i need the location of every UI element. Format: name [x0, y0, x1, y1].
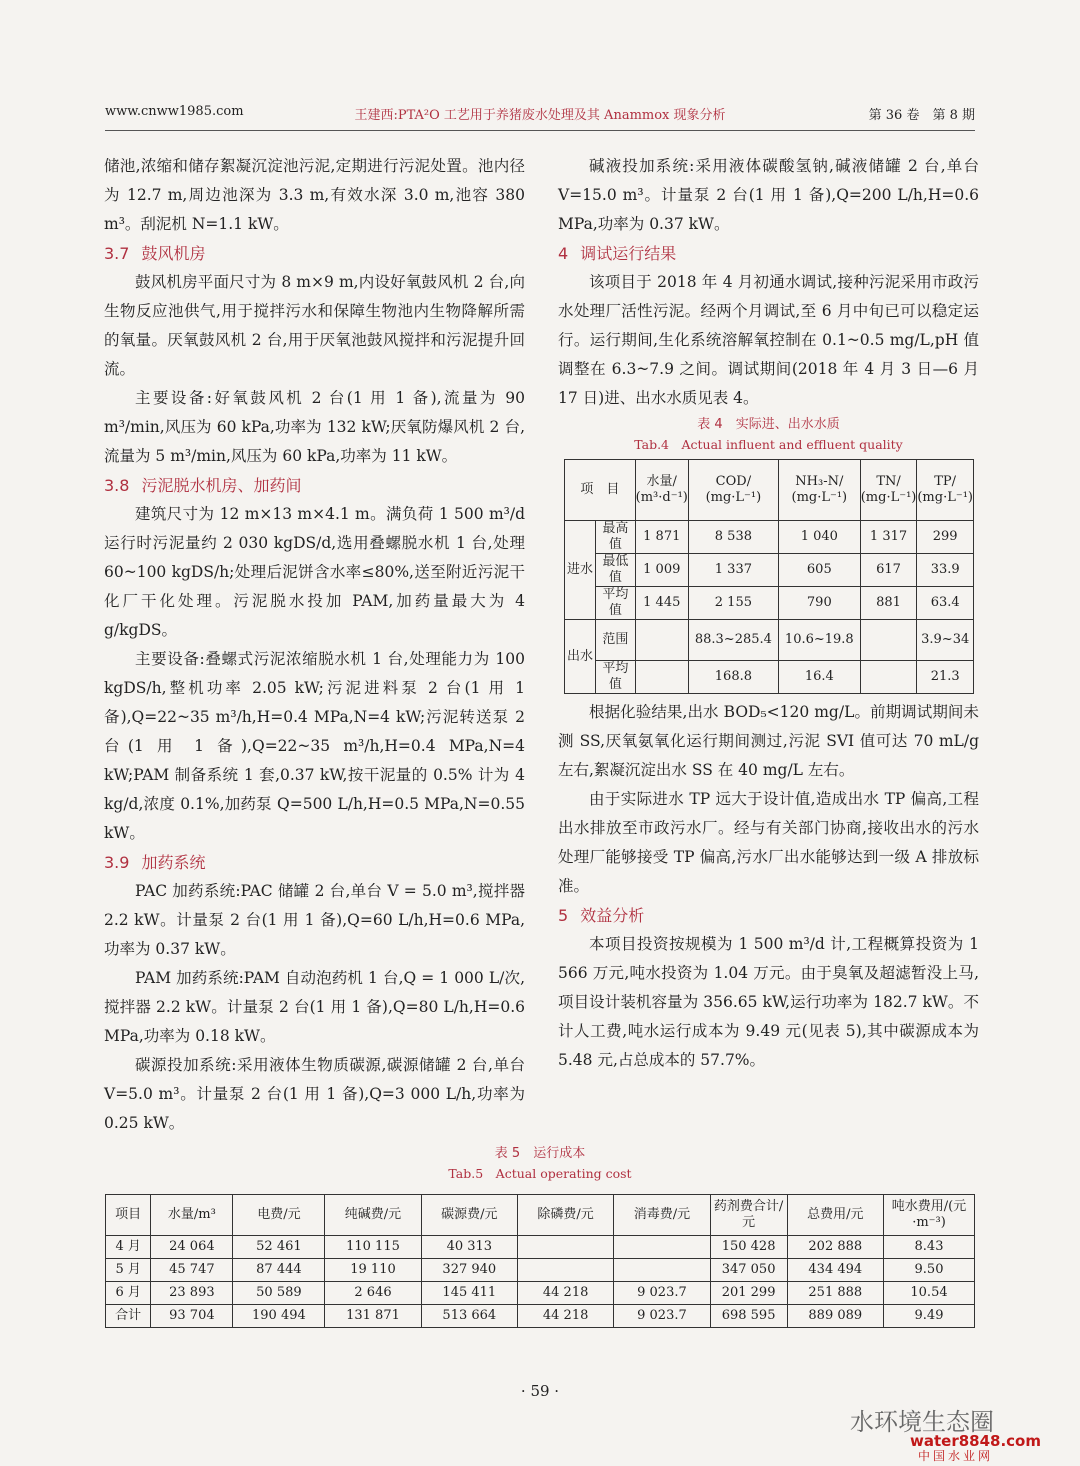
section-heading-3-9: 3.9 加药系统 [104, 853, 206, 872]
table-row: 5 月 45 747 87 444 19 110 327 940 347 050 434 494 9.50 [106, 1259, 975, 1282]
table-row: 6 月 23 893 50 589 2 646 145 411 44 218 9 023.7 201 299 251 888 10.54 [106, 1282, 975, 1305]
table-row: 合计 93 704 190 494 131 871 513 664 44 218 9 023.7 698 595 889 089 9.49 [106, 1305, 975, 1328]
left-column [104, 152, 525, 1138]
table-row: 最低值 1 009 1 337 605 617 33.9 [565, 554, 974, 587]
paragraph: 储池,浓缩和储存絮凝沉淀池污泥,定期进行污泥处置。池内径为 12.7 m,周边池深为 3.3 m,有效水深 3.0 m,池容 380 m³。刮泥机 N=1.1 kW。 [104, 157, 525, 233]
page-header [105, 104, 975, 126]
section-heading-5: 5 效益分析 [558, 906, 645, 925]
table4-caption: 表 4 实际进、出水水质 Tab.4 Actual influent and effluent quality [634, 417, 903, 452]
section-heading-3-8: 3.8 污泥脱水机房、加药间 [104, 476, 302, 495]
paragraph: 碳源投加系统:采用液体生物质碳源,碳源储罐 2 台,单台 V=5.0 m³。计量泵 2 台(1 用 1 备),Q=3 000 L/h,功率为 0.25 kW。 [104, 1056, 525, 1132]
table-row: 平均值 1 445 2 155 790 881 63.4 [565, 587, 974, 620]
section-heading-3-7: 3.7 鼓风机房 [104, 244, 206, 263]
t4-header-tn: TN/ (mg·L⁻¹) [860, 460, 917, 521]
paragraph: 碱液投加系统:采用液体碳酸氢钠,碱液储罐 2 台,单台 V=15.0 m³。计量泵 2 台(1 用 1 备),Q=200 L/h,H=0.6 MPa,功率为 0.37 kW。 [558, 157, 979, 233]
table4 [564, 459, 974, 694]
paragraph: 鼓风机房平面尺寸为 8 m×9 m,内设好氧鼓风机 2 台,向生物反应池供气,用于搅拌污水和保障生物池内生物降解所需的氧量。厌氧鼓风机 2 台,用于厌氧池鼓风搅拌和污泥提升回流。 [104, 273, 525, 378]
table-row: 进水 最高值 1 871 8 538 1 040 1 317 299 [565, 521, 974, 554]
right-column [558, 152, 979, 1075]
paragraph: 由于实际进水 TP 远大于设计值,造成出水 TP 偏高,工程出水排放至市政污水厂。经与有关部门协商,接收出水的污水处理厂能够接受 TP 偏高,污水厂出水能够达到一级 A 排放标准。 [558, 790, 979, 895]
table-row: 平均值 168.8 16.4 21.3 [565, 661, 974, 694]
t4-header-nh3: NH₃-N/ (mg·L⁻¹) [778, 460, 860, 521]
t4-header-item: 项 目 [565, 460, 636, 521]
t4-header-cod: COD/ (mg·L⁻¹) [688, 460, 778, 521]
table5-caption: 表 5 运行成本 Tab.5 Actual operating cost [448, 1146, 632, 1181]
t4-group-in: 进水 [565, 521, 596, 620]
t4-group-out: 出水 [565, 620, 596, 694]
watermark-logo: water8848.com [910, 1432, 1041, 1450]
table-row: 4 月 24 064 52 461 110 115 40 313 150 428 202 888 8.43 [106, 1236, 975, 1259]
paragraph: 建筑尺寸为 12 m×13 m×4.1 m。满负荷 1 500 m³/d 运行时污泥量约 2 030 kgDS/d,选用叠螺脱水机 1 台,处理 60~100 kgDS/h;处理后泥饼含水率≤80%,送至附近污泥干化厂干化处理。污泥脱水投加 PAM,加药量最大为 4 g/kgDS。 [104, 505, 525, 639]
t4-header-tp: TP/ (mg·L⁻¹) [917, 460, 974, 521]
page-number: · 59 · [520, 1382, 560, 1400]
header-rule [105, 130, 975, 131]
paragraph: PAC 加药系统:PAC 储罐 2 台,单台 V = 5.0 m³,搅拌器 2.2 kW。计量泵 2 台(1 用 1 备),Q=60 L/h,H=0.6 MPa,功率为 0.37 kW。 [104, 882, 525, 958]
running-title: 王建西:PTA²O 工艺用于养猪废水处理及其 Anammox 现象分析 [354, 108, 726, 123]
section-heading-4: 4 调试运行结果 [558, 244, 677, 263]
table5 [105, 1194, 975, 1328]
paragraph: 主要设备:叠螺式污泥浓缩脱水机 1 台,处理能力为 100 kgDS/h,整机功率 2.05 kW;污泥进料泵 2 台(1 用 1 备),Q=22~35 m³/h,H=0.4 MPa,N=4 kW;污泥转送泵 2 台(1 用 1 备),Q=22~35 m³/h,H=0.4 MPa,N=4 kW;PAM 制备系统 1 套,0.37 kW,按干泥量的 0.5% 计为 4 kg/d,浓度 0.1%,加药泵 Q=500 L/h,H=0.5 MPa,N=0.55 kW。 [104, 650, 525, 842]
watermark-cn: 中国水业网 [918, 1449, 994, 1463]
table-row: 出水 范围 88.3~285.4 10.6~19.8 3.9~34 [565, 620, 974, 661]
watermark-text: 水环境生态圈 [850, 1408, 994, 1436]
paragraph: PAM 加药系统:PAM 自动泡药机 1 台,Q = 1 000 L/次,搅拌器 2.2 kW。计量泵 2 台(1 用 1 备),Q=80 L/h,H=0.6 MPa,功率为 0.18 kW。 [104, 969, 525, 1045]
table-header-row: 项目 水量/m³ 电费/元 纯碱费/元 碳源费/元 除磷费/元 消毒费/元 药剂费合计/元 总费用/元 吨水费用/(元·m⁻³) [106, 1195, 975, 1236]
paragraph: 根据化验结果,出水 BOD₅<120 mg/L。前期调试期间未测 SS,厌氧氨氧化运行期间测过,污泥 SVI 值可达 70 mL/g 左右,絮凝沉淀出水 SS 在 40 mg/L 左右。 [558, 703, 979, 779]
journal-site: www.cnww1985.com [105, 104, 244, 119]
issue-label: 第 36 卷 第 8 期 [868, 108, 975, 123]
paragraph: 本项目投资按规模为 1 500 m³/d 计,工程概算投资为 1 566 万元,吨水投资为 1.04 万元。由于臭氧及超滤暂没上马,项目设计装机容量为 356.65 kW,运行功率为 182.7 kW。不计人工费,吨水运行成本为 9.49 元(见表 5),其中碳源成本为 5.48 元,占总成本的 57.7%。 [558, 935, 979, 1069]
t4-header-water: 水量/ (m³·d⁻¹) [635, 460, 688, 521]
paragraph: 主要设备:好氧鼓风机 2 台(1 用 1 备),流量为 90 m³/min,风压为 60 kPa,功率为 132 kW;厌氧防爆风机 2 台,流量为 5 m³/min,风压为 60 kPa,功率为 11 kW。 [104, 389, 525, 465]
paragraph: 该项目于 2018 年 4 月初通水调试,接种污泥采用市政污水处理厂活性污泥。经两个月调试,至 6 月中旬已可以稳定运行。运行期间,生化系统溶解氧控制在 0.1~0.5 mg/L,pH 值调整在 6.3~7.9 之间。调试期间(2018 年 4 月 3 日—6 月 17 日)进、出水水质见表 4。 [558, 273, 979, 407]
